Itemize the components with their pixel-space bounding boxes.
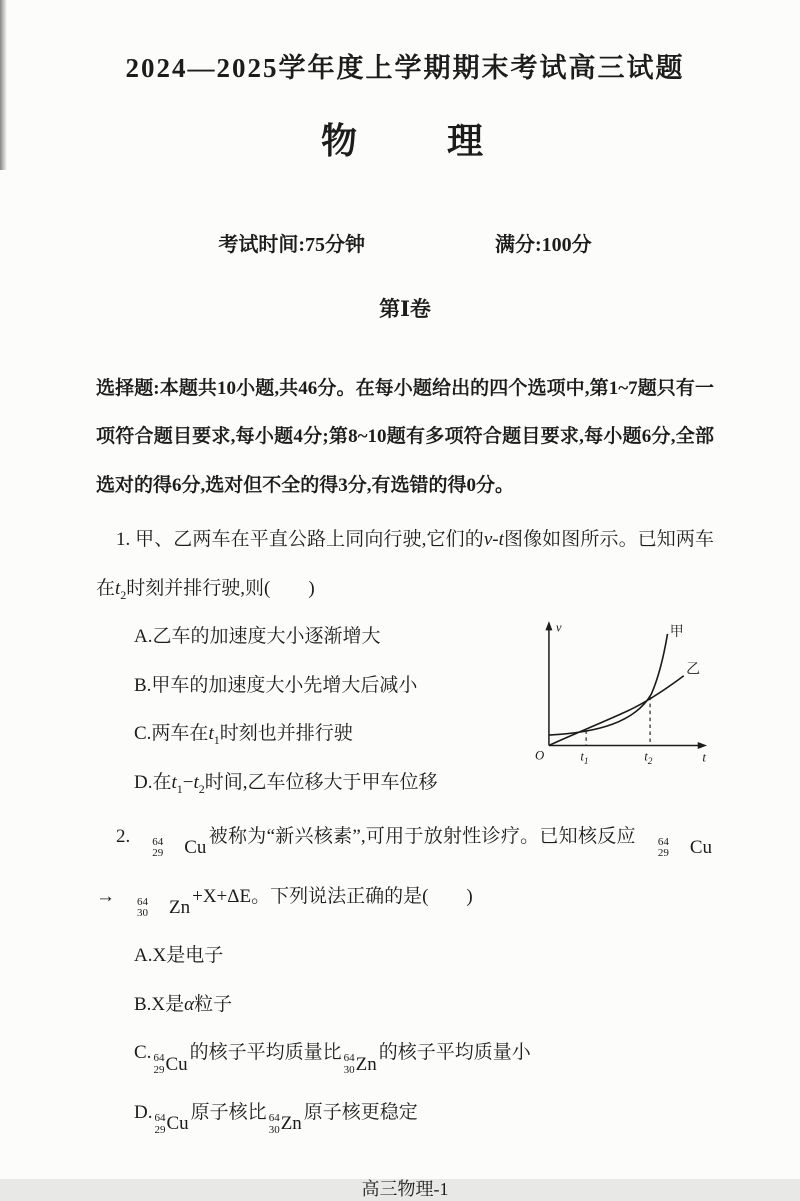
- nuclide-cu-z: 29: [154, 1123, 166, 1136]
- nuclide-zn: [344, 1041, 377, 1089]
- question-2-options: [96, 932, 714, 1148]
- exam-meta: [96, 228, 714, 257]
- nuclide-cu-scripts: [638, 837, 669, 860]
- question-1-stem: [96, 516, 714, 613]
- nuclide-zn-mass: 64: [137, 895, 148, 908]
- q1-t2-subscript: 2: [120, 587, 127, 602]
- nuclide-zn-z: 30: [137, 907, 148, 920]
- nuclide-cu-symbol: Cu: [166, 1113, 189, 1135]
- t1-tick-label: $t_1$: [580, 749, 589, 768]
- question-1: [96, 516, 714, 807]
- q1-option-c-text-1: C.两车在: [134, 723, 209, 745]
- v-axis-arrow: [545, 621, 552, 630]
- scan-edge-shadow: [0, 0, 7, 170]
- q2-option-d-text-1: D.: [134, 1102, 153, 1124]
- reaction-arrow: →: [96, 885, 115, 907]
- question-2: [96, 813, 714, 1149]
- nuclide-cu-mass: 64: [152, 835, 164, 848]
- full-score: 满分:100分: [495, 234, 592, 256]
- nuclide-cu-mass: 64: [153, 1052, 165, 1065]
- section-title: 第Ⅰ卷: [379, 297, 431, 321]
- q1-vt-symbol: v-t: [483, 529, 504, 551]
- q1-option-a: A.乙车的加速度大小逐渐增大: [134, 626, 381, 648]
- q1-option-c-t1: t: [208, 723, 214, 745]
- nuclide-zn-scripts: [269, 1113, 280, 1136]
- curve-yi: [549, 676, 684, 746]
- q1-option-d-dash: −: [182, 771, 194, 793]
- q1-option-c-t1-sub: 1: [213, 732, 220, 747]
- nuclide-zn: [269, 1100, 302, 1148]
- nuclide-cu-scripts: [154, 1113, 165, 1136]
- nuclide-zn-scripts: [117, 897, 148, 920]
- q2-option-d-text-3: 原子核更稳定: [303, 1102, 418, 1124]
- nuclide-cu-mass: 64: [657, 835, 669, 848]
- nuclide-cu: [154, 1100, 188, 1148]
- nuclide-zn-z: 30: [343, 1063, 355, 1076]
- question-2-stem: [96, 813, 714, 933]
- t2-tick-label: $t_2$: [644, 749, 653, 768]
- nuclide-cu-scripts: [153, 1053, 164, 1076]
- nuclide-zn: [117, 884, 190, 932]
- q2-option-b-text-2: 粒子: [194, 993, 233, 1015]
- q2-option-b: [96, 981, 714, 1029]
- exam-title: 2024—2025学年度上学期期末考试高三试题: [125, 53, 685, 83]
- q2-option-c-text-1: C.: [134, 1042, 152, 1064]
- nuclide-cu-scripts: [132, 837, 163, 860]
- vt-graph: [528, 615, 714, 769]
- q1-stem-text-2: 图像如图所示。已知两车在: [96, 529, 714, 599]
- q2-option-d-text-2: 原子核比: [190, 1102, 267, 1124]
- nuclide-zn-z: 30: [268, 1123, 280, 1136]
- q1-option-d-t1: t: [171, 771, 177, 793]
- q2-option-b-text-1: B.X是: [134, 993, 185, 1015]
- q2-stem-text-2: +X+ΔE。下列说法正确的是( ): [192, 885, 473, 907]
- nuclide-cu: [132, 824, 206, 872]
- q1-option-c-text-2: 时刻也并排行驶: [219, 723, 353, 745]
- q2-option-c-text-3: 的核子平均质量小: [378, 1042, 531, 1064]
- nuclide-zn-mass: 64: [268, 1112, 280, 1125]
- origin-label: O: [534, 748, 545, 763]
- nuclide-zn-symbol: Zn: [355, 1053, 377, 1075]
- q1-option-d-t2: t: [193, 771, 199, 793]
- q1-option-b: B.甲车的加速度大小先增大后减小: [134, 674, 418, 696]
- t-axis-label: t: [702, 750, 706, 765]
- page-footer: 高三物理-1: [361, 1178, 449, 1199]
- nuclide-cu-symbol: Cu: [184, 837, 207, 859]
- q2-option-c: [96, 1029, 714, 1089]
- q1-stem-text-3: 时刻并排行驶,则( ): [126, 577, 315, 599]
- nuclide-cu-z: 29: [152, 847, 164, 860]
- t-axis-arrow: [698, 742, 707, 749]
- nuclide-cu-mass: 64: [154, 1112, 166, 1125]
- instructions-paragraph: 选择题:本题共10小题,共46分。在每小题给出的四个选项中,第1~7题只有一项符合题目要求,每小题4分;第8~10题有多项符合题目要求,每小题6分,全部选对的得6分,选对但不全的得3分,有选错的得0分。: [96, 378, 714, 496]
- nuclide-zn-symbol: Zn: [169, 897, 191, 919]
- v-axis-label: v: [555, 620, 562, 635]
- q1-option-d-text-1: D.在: [134, 771, 172, 793]
- q1-stem-text-1: 1. 甲、乙两车在平直公路上同向行驶,它们的: [116, 529, 484, 551]
- nuclide-zn-symbol: Zn: [280, 1113, 302, 1135]
- curve-yi-label: 乙: [686, 662, 701, 678]
- curve-jia-label: 甲: [669, 625, 684, 641]
- nuclide-cu-z: 29: [153, 1063, 165, 1076]
- q1-option-d-text-2: 时间,乙车位移大于甲车位移: [204, 771, 438, 793]
- subject-title: 物 理: [320, 121, 489, 161]
- q1-option-d-t1-sub: 1: [176, 781, 183, 796]
- exam-time: 考试时间:75分钟: [218, 234, 365, 256]
- nuclide-cu: [153, 1041, 187, 1089]
- q2-option-c-text-2: 的核子平均质量比: [189, 1042, 342, 1064]
- q1-t2-symbol: t: [115, 577, 121, 599]
- q2-option-a: A.X是电子: [134, 945, 224, 967]
- nuclide-cu: [638, 824, 712, 872]
- nuclide-cu-z: 29: [657, 847, 669, 860]
- alpha-symbol: α: [184, 993, 195, 1015]
- nuclide-zn-mass: 64: [343, 1052, 355, 1065]
- nuclide-zn-scripts: [344, 1053, 355, 1076]
- q2-stem-text-1: 被称为“新兴核素”,可用于放射性诊疗。已知核反应: [208, 825, 636, 847]
- nuclide-cu-symbol: Cu: [689, 837, 712, 859]
- q2-number: 2.: [116, 825, 131, 847]
- q1-option-d-t2-sub: 2: [198, 781, 205, 796]
- q2-option-d: [96, 1089, 714, 1149]
- nuclide-cu-symbol: Cu: [165, 1053, 188, 1075]
